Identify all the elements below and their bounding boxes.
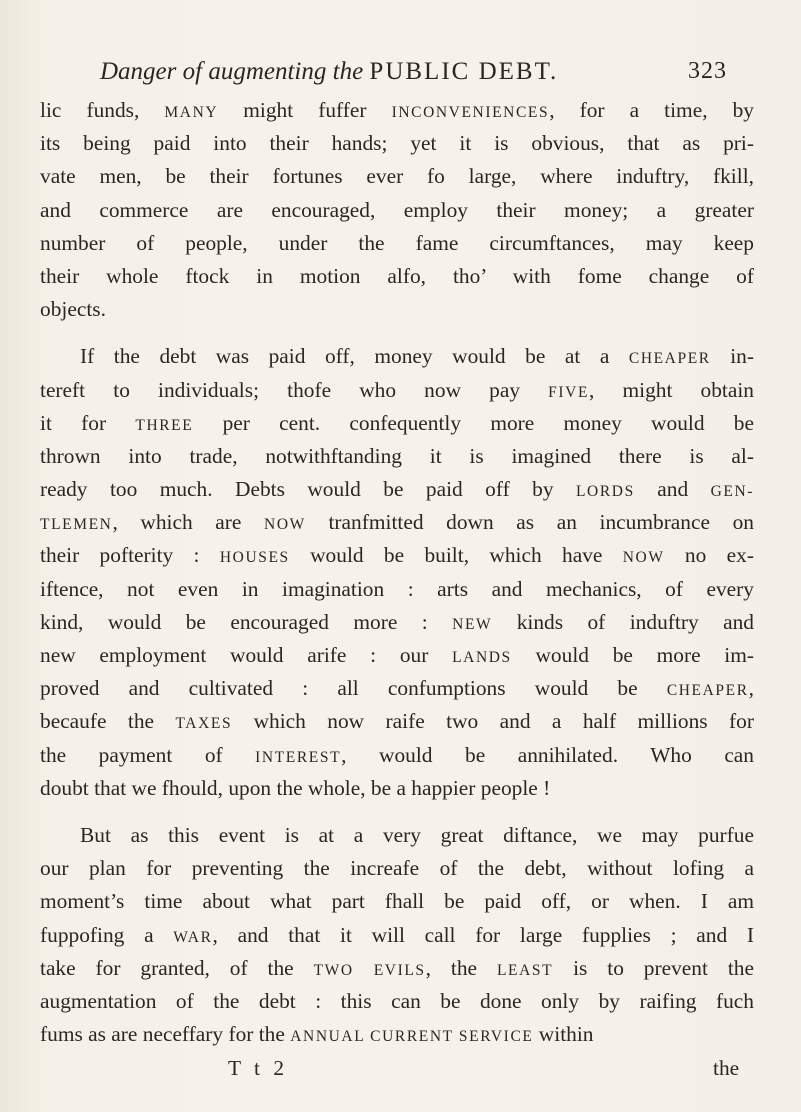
text-run: But as this event is at a very great diftance, we may purfue bbox=[80, 822, 754, 847]
running-header bbox=[100, 58, 760, 94]
paragraph-gap bbox=[40, 326, 754, 340]
small-caps-text: TAXES bbox=[175, 715, 233, 733]
text-run: number of people, under the fame circumftances, may keep bbox=[40, 230, 754, 255]
text-line bbox=[40, 340, 754, 373]
paragraph bbox=[40, 94, 754, 326]
text-line bbox=[40, 952, 754, 985]
text-run: , might obtain bbox=[589, 377, 754, 402]
text-line bbox=[40, 473, 754, 506]
text-run: within bbox=[533, 1022, 594, 1047]
text-run: its being paid into their hands; yet it is obvious, that as pri- bbox=[40, 131, 754, 156]
paragraph bbox=[40, 340, 754, 805]
text-run: would be more im- bbox=[511, 643, 754, 667]
small-caps-text: NEW bbox=[452, 615, 493, 633]
text-line bbox=[40, 160, 754, 193]
text-run: kinds of induftry and bbox=[492, 609, 754, 634]
text-line bbox=[40, 819, 754, 852]
small-caps-text: INTEREST bbox=[255, 748, 342, 766]
text-run: tereft to individuals; thofe who now pay bbox=[40, 377, 549, 402]
text-line bbox=[40, 293, 754, 326]
header-title-caps: PUBLIC DEBT. bbox=[369, 58, 559, 85]
text-run: fuppofing a bbox=[40, 922, 174, 947]
text-run: their pofterity : bbox=[40, 543, 220, 568]
text-run: becaufe the bbox=[40, 709, 176, 734]
text-line bbox=[40, 672, 754, 705]
page-body-text bbox=[40, 94, 754, 1051]
small-caps-text: INCONVENIENCES bbox=[391, 104, 550, 121]
text-line bbox=[40, 506, 754, 539]
small-caps-text: WAR bbox=[173, 928, 213, 946]
text-run: , the bbox=[425, 955, 497, 980]
text-run: our plan for preventing the increafe of the debt, without lofing a bbox=[40, 856, 754, 881]
small-caps-text: CHEAPER bbox=[666, 682, 749, 700]
small-caps-text: CHEAPER bbox=[628, 350, 711, 368]
paragraph bbox=[40, 819, 754, 1051]
text-run: objects. bbox=[40, 297, 106, 322]
text-line bbox=[40, 606, 754, 639]
text-run: new employment would arife : our bbox=[40, 643, 453, 667]
text-run: proved and cultivated : all confumptions would be bbox=[40, 676, 667, 701]
text-line bbox=[40, 639, 754, 672]
text-run: doubt that we fhould, upon the whole, be a happier people ! bbox=[40, 775, 551, 800]
text-run: fums as are neceffary for the bbox=[40, 1022, 291, 1047]
page-number: 323 bbox=[688, 58, 727, 84]
small-caps-text: TWO EVILS bbox=[313, 961, 426, 979]
small-caps-text: NOW bbox=[264, 516, 306, 534]
text-line bbox=[40, 260, 754, 293]
small-caps-text: LANDS bbox=[452, 649, 512, 666]
text-run: take for granted, of the bbox=[40, 955, 314, 980]
text-run: , would be annihilated. Who can bbox=[341, 742, 754, 767]
text-line bbox=[40, 374, 754, 407]
text-run: per cent. confequently more money would be bbox=[193, 410, 754, 435]
text-line bbox=[40, 705, 754, 738]
small-caps-text: LEAST bbox=[496, 961, 554, 979]
paragraph-gap bbox=[40, 805, 754, 819]
text-run: in- bbox=[710, 344, 754, 369]
text-run: augmentation of the debt : this can be done only by raifing fuch bbox=[40, 988, 754, 1013]
text-line bbox=[40, 573, 754, 606]
text-line bbox=[40, 739, 754, 772]
text-run: and commerce are encouraged, employ their money; a greater bbox=[40, 197, 754, 222]
text-run: might fuffer bbox=[218, 98, 392, 122]
text-run: kind, would be encouraged more : bbox=[40, 609, 453, 634]
small-caps-text: MANY bbox=[164, 104, 219, 121]
text-run: tranfmitted down as an incumbrance on bbox=[305, 510, 754, 535]
text-line bbox=[40, 227, 754, 260]
text-run: , for a time, by bbox=[549, 98, 754, 122]
text-run: , and that it will call for large fupplies ; and I bbox=[212, 922, 754, 947]
text-run: is to prevent the bbox=[553, 955, 754, 980]
text-line bbox=[40, 440, 754, 473]
text-run: it for bbox=[40, 410, 136, 435]
small-caps-text: NOW bbox=[622, 549, 665, 567]
text-run: , which are bbox=[112, 510, 265, 535]
small-caps-text: FIVE bbox=[548, 383, 590, 401]
text-run: iftence, not even in imagination : arts and mechanics, of every bbox=[40, 576, 754, 601]
small-caps-text: ANNUAL CURRENT SERVICE bbox=[290, 1028, 534, 1046]
small-caps-text: LORDS bbox=[575, 483, 635, 501]
signature-mark: T t 2 bbox=[228, 1056, 289, 1080]
text-run: no ex- bbox=[664, 543, 754, 568]
catchword: the bbox=[713, 1056, 740, 1080]
small-caps-text: HOUSES bbox=[219, 549, 290, 567]
text-line bbox=[40, 1018, 754, 1051]
text-run: ready too much. Debts would be paid off by bbox=[40, 477, 576, 502]
text-run: If the debt was paid off, money would be at a bbox=[80, 344, 629, 369]
text-run: thrown into trade, notwithftanding it is imagined there is al- bbox=[40, 443, 754, 468]
text-line bbox=[40, 772, 754, 805]
text-line bbox=[40, 885, 754, 918]
text-line bbox=[40, 127, 754, 160]
text-run: the payment of bbox=[40, 742, 256, 767]
text-run: which now raife two and a half millions for bbox=[232, 709, 754, 734]
text-line bbox=[40, 407, 754, 440]
text-run: their whole ftock in motion alfo, tho’ with fome change of bbox=[40, 263, 754, 288]
text-run: , bbox=[748, 676, 754, 701]
text-run: vate men, be their fortunes ever fo large, where induftry, fkill, bbox=[40, 164, 754, 189]
page-footer bbox=[228, 1056, 754, 1081]
text-run: and bbox=[634, 477, 711, 502]
text-line bbox=[40, 94, 754, 127]
text-line bbox=[40, 919, 754, 952]
text-line bbox=[40, 985, 754, 1018]
text-run: moment’s time about what part fhall be paid off, or when. I am bbox=[40, 889, 754, 914]
small-caps-text: THREE bbox=[135, 416, 194, 434]
text-line bbox=[40, 852, 754, 885]
text-line bbox=[40, 194, 754, 227]
text-run: lic funds, bbox=[40, 98, 165, 122]
text-run: would be built, which have bbox=[289, 543, 623, 568]
small-caps-text: GEN- bbox=[710, 483, 754, 501]
text-line bbox=[40, 539, 754, 572]
small-caps-text: TLEMEN bbox=[40, 516, 113, 534]
header-title-italic: Danger of augmenting the bbox=[100, 58, 364, 85]
